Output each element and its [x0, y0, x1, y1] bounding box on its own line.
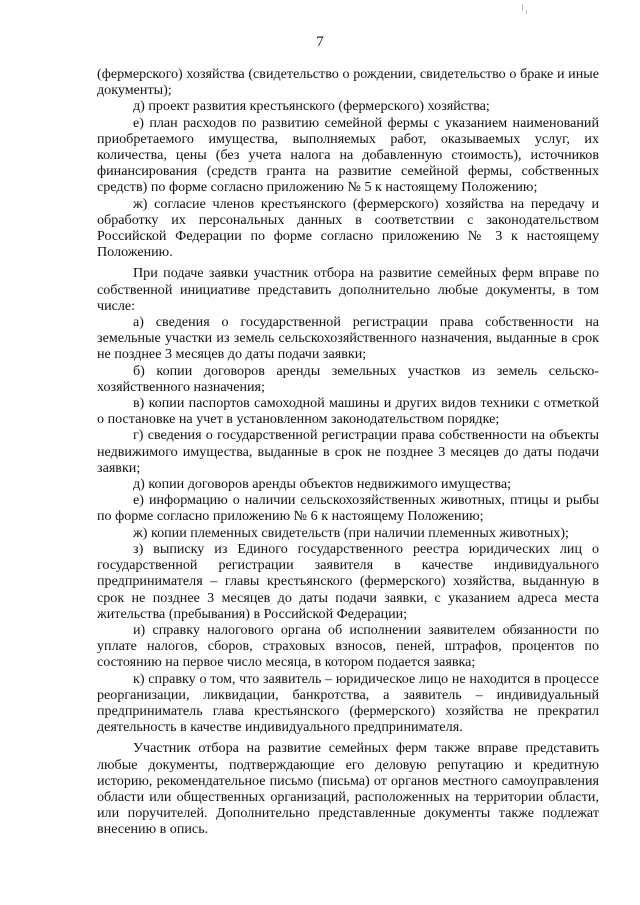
paragraph-optional-item-a: а) сведения о государственной регистрации права собственности на земельные участки из земель сельскохозяйственного назначения, выданные в срок не позднее 3 месяцев до даты подачи заявки;: [97, 314, 599, 363]
paragraph-optional-item-i: и) справку налогового органа об исполнении заявителем обязанности по уплате налогов, сборов, страховых взносов, пеней, штрафов, процентов по состоянию на первое число месяца, в котором подается заявка;: [97, 621, 599, 671]
paragraph-item-e: е) план расходов по развитию семейной фермы с указанием наименований приобретаемого имущества, выполняемых работ, оказываемых услуг, их количества, цены (без учета налога на добавленную стоимость), источников финансирования (средств гранта на развитие семейной фермы, собственных средств) по форме согласно приложению № 5 к настоящему Положению;: [97, 114, 599, 196]
scan-artifact-mark: [526, 10, 527, 14]
paragraph-item-zh: ж) согласие членов крестьянского (фермерского) хозяйства на передачу и обработку их персональных данных в соответствии с законодательством Российской Федерации по форме согласно приложению № 3 к настоящему Положению.: [97, 195, 599, 261]
paragraph-optional-item-b: б) копии договоров аренды земельных участков из земель сельско-хозяйственного назначения;: [97, 362, 599, 395]
scan-artifact-mark: [522, 4, 523, 11]
paragraph-optional-item-k: к) справку о том, что заявитель – юридическое лицо не находится в процессе реорганизации, ликвидации, банкротства, а заявитель – индивидуальный предприниматель глава крестьянского (фермерского) хозяйства не прекратил деятельность в качестве индивидуального предпринимателя.: [97, 670, 599, 736]
page-number: 7: [316, 34, 324, 50]
paragraph-optional-item-z: з) выписку из Единого государственного реестра юридических лиц о государственной регистрации заявителя в качестве индивидуального предпринимателя – главы крестьянского (фермерского) хозяйства, выданную в срок не позднее 3 месяцев до даты подачи заявки, с указанием адреса места жительства (пребывания) в Российской Федерации;: [97, 540, 599, 622]
paragraph-optional-item-zh: ж) копии племенных свидетельств (при наличии племенных животных);: [133, 524, 569, 541]
paragraph-reputation-documents: Участник отбора на развитие семейных ферм также вправе представить любые документы, подтверждающие его деловую репутацию и кредитную историю, рекомендательное письмо (письма) от органов местного самоуправления области или общественных организаций, расположенных на территории области, или поручителей. Дополнительно представленные документы также подлежат внесению в опись.: [97, 740, 599, 838]
paragraph-optional-item-e: е) информацию о наличии сельскохозяйственных животных, птицы и рыбы по форме согласно приложению № 6 к настоящему Положению;: [97, 492, 599, 525]
paragraph-continuation: (фермерского) хозяйства (свидетельство о рождении, свидетельство о браке и иные документы);: [97, 66, 599, 99]
document-body: [97, 66, 599, 838]
paragraph-optional-item-d: д) копии договоров аренды объектов недвижимого имущества;: [133, 476, 512, 493]
paragraph-optional-item-v: в) копии паспортов самоходной машины и других видов техники с отметкой о постановке на учет в установленном законодательством порядке;: [97, 395, 599, 428]
paragraph-optional-item-g: г) сведения о государственной регистрации права собственности на объекты недвижимого имущества, выданные в срок не позднее 3 месяцев до даты подачи заявки;: [97, 427, 599, 476]
paragraph-item-d: д) проект развития крестьянского (фермерского) хозяйства;: [133, 98, 490, 115]
paragraph-optional-documents-intro: При подаче заявки участник отбора на развитие семейных ферм вправе по собственной инициативе представить дополнительно любые документы, в том числе:: [97, 265, 599, 314]
